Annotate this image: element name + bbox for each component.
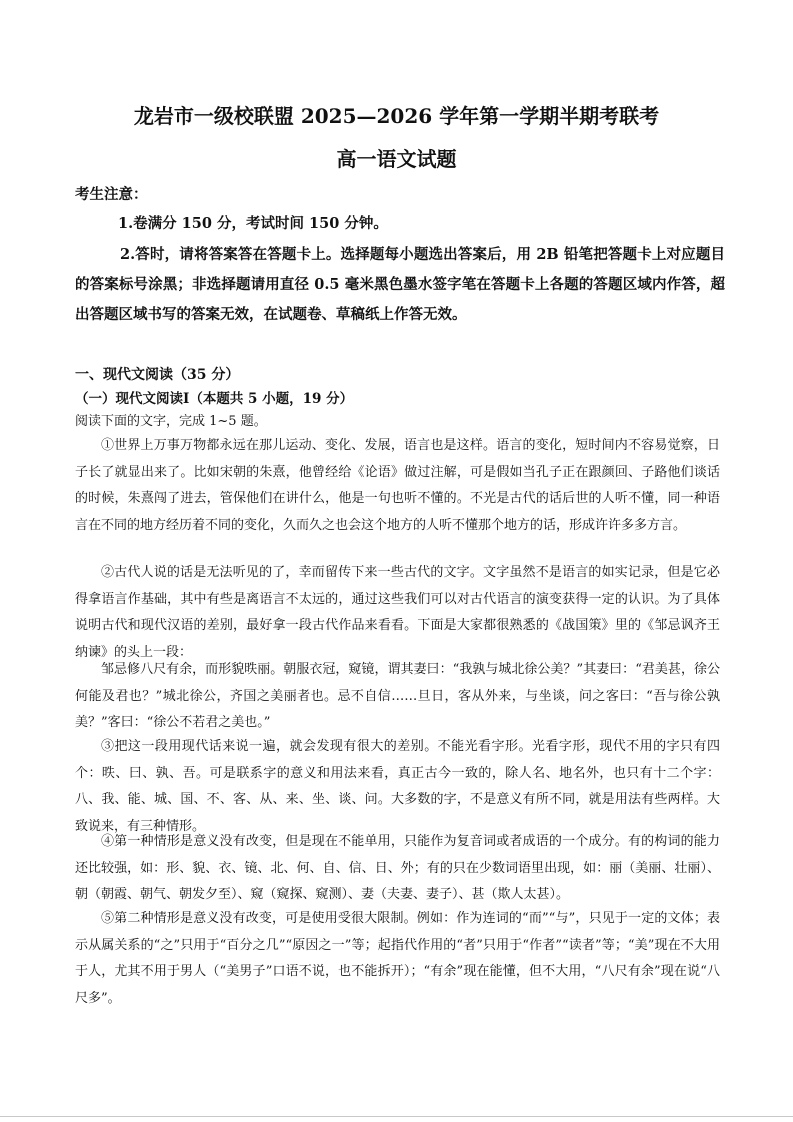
passage-paragraph bbox=[75, 734, 720, 840]
passage-paragraph bbox=[75, 906, 720, 1012]
passage-paragraph bbox=[75, 829, 720, 909]
passage-paragraph bbox=[75, 433, 720, 539]
paragraph-text: ③把这一段用现代话来说一遍，就会发现有很大的差别。不能光看字形。光看字形，现代不用的字只有四个：昳、曰、孰、吾。可是联系字的意义和用法来看，真正古今一致的，除人名、地名外，也只有十二个字：八、我、能、城、国、不、客、从、来、坐、谈、问。大多数的字，不是意义有所不同，就是用法有些两样。大致说来，有三种情形。 bbox=[75, 739, 720, 834]
passage-quotation bbox=[75, 657, 720, 737]
paragraph-text: ①世界上万事万物都永远在那儿运动、变化、发展，语言也是这样。语言的变化，短时间内不容易觉察，日子长了就显出来了。比如宋朝的朱熹，他曾经给《论语》做过注解，可是假如当孔子正在跟颜回、子路他们谈话的时候，朱熹闯了进去，管保他们在讲什么，他是一句也听不懂的。不光是古代的话后世的人听不懂，同一种语言在不同的地方经历着不同的变化，久而久之也会这个地方的人听不懂那个地方的话，形成许许多多方言。 bbox=[75, 438, 720, 533]
paragraph-text: ④第一种情形是意义没有改变，但是现在不能单用，只能作为复音词或者成语的一个成分。有的构词的能力还比较强，如：形、貌、衣、镜、北、何、自、信、日、外；有的只在少数词语里出现，如：丽（美丽、壮丽）、朝（朝霞、朝气、朝发夕至）、窥（窥探、窥测）、妻（夫妻、妻子）、甚（欺人太甚）。 bbox=[75, 834, 720, 902]
exam-subtitle: 高一语文试题 bbox=[336, 147, 457, 171]
reading-instruction: 阅读下面的文字，完成 1~5 题。 bbox=[75, 414, 267, 429]
section-subtitle: （一）现代文阅读Ⅰ（本题共 5 小题，19 分） bbox=[75, 391, 354, 407]
exam-title: 龙岩市一级校联盟 2025—2026 学年第一学期半期考联考 bbox=[133, 104, 660, 128]
page-bottom-divider bbox=[0, 1116, 793, 1117]
paragraph-text: ②古代人说的话是无法听见的了，幸而留传下来一些古代的文字。文字虽然不是语言的如实记录，但是它必得拿语言作基础，其中有些是离语言不太远的，通过这些我们可以对古代语言的演变获得一定的认识。为了具体说明古代和现代汉语的差别，最好拿一段古代作品来看看。下面是大家都很熟悉的《战国策》里的《邹忌讽齐王纳谏》的头上一段： bbox=[75, 565, 720, 660]
paragraph-text: ⑤第二种情形是意义没有改变，可是使用受很大限制。例如：作为连词的“而”“与”，只见于一定的文体；表示从属关系的“之”只用于“百分之几”“原因之一”等；起指代作用的“者”只用于“作者”“读者”等；“美”现在不大用于人，尤其不用于男人（“美男子”口语不说，也不能拆开）；“有余”现在能懂，但不大用，“八尺有余”现在说“八尺多”。 bbox=[75, 911, 720, 1006]
quotation-text: 邹忌修八尺有余，而形貌昳丽。朝服衣冠，窥镜，谓其妻曰：“我孰与城北徐公美？”其妻曰：“君美甚，徐公何能及君也？”城北徐公，齐国之美丽者也。忌不自信……旦日，客从外来，与坐谈，问之客曰：“吾与徐公孰美？”客曰：“徐公不若君之美也。” bbox=[75, 662, 720, 730]
section-title: 一、现代文阅读（35 分） bbox=[75, 367, 240, 383]
notice-item-1: 1.卷满分 150 分，考试时间 150 分钟。 bbox=[118, 215, 388, 232]
notice-heading: 考生注意： bbox=[75, 186, 148, 203]
passage-paragraph bbox=[75, 560, 720, 666]
notice-item-2: 2.答时，请将答案答在答题卡上。选择题每小题选出答案后，用 2B 铅笔把答题卡上对应题目的答案标号涂黑；非选择题请用直径 0.5 毫米黑色墨水签字笔在答题卡上各题的答题区域内作答，超出答题区域书写的答案无效，在试题卷、草稿纸上作答无效。 bbox=[75, 246, 725, 323]
